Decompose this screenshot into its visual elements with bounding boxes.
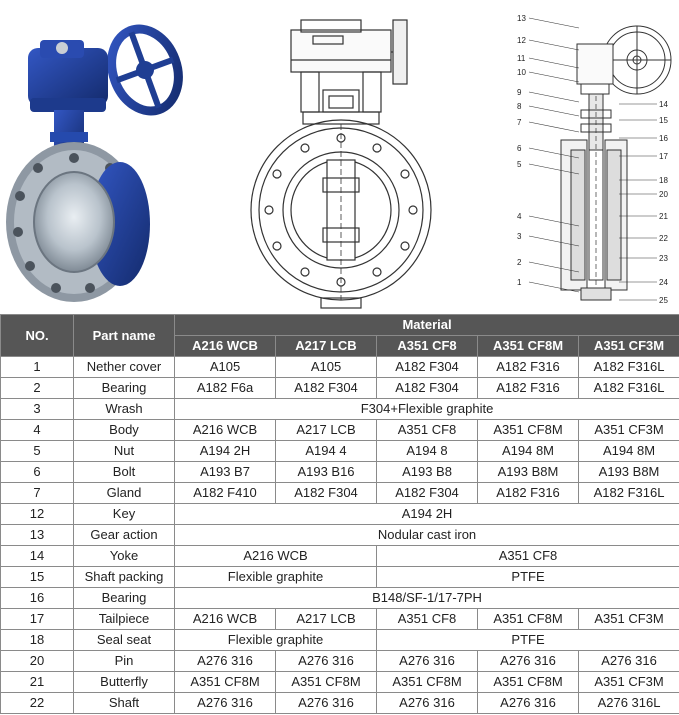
cell-material: A351 CF8M — [377, 672, 478, 693]
cell-material: A351 CF8M — [175, 672, 276, 693]
cell-material: A182 F316 — [478, 378, 579, 399]
table-row — [1, 609, 679, 630]
cell-part-name: Nut — [74, 441, 175, 462]
cell-material: A217 LCB — [276, 609, 377, 630]
callout-leader — [529, 122, 579, 132]
table-row — [1, 357, 679, 378]
callout-label: 20 — [659, 190, 668, 199]
table-row — [1, 651, 679, 672]
cell-no: 1 — [1, 357, 74, 378]
cell-part-name: Bearing — [74, 588, 175, 609]
table-row — [1, 441, 679, 462]
callout-label: 23 — [659, 254, 668, 263]
cell-material: A193 B8M — [579, 462, 679, 483]
cell-material: A351 CF8 — [377, 609, 478, 630]
cell-material: A194 8 — [377, 441, 478, 462]
callout-label: 16 — [659, 134, 668, 143]
callout-leader — [529, 58, 579, 68]
table-row — [1, 399, 679, 420]
callout-label: 11 — [517, 54, 526, 63]
cell-no: 7 — [1, 483, 74, 504]
cell-material: A182 F304 — [276, 483, 377, 504]
cell-material: A182 F316 — [478, 483, 579, 504]
callout-leader — [529, 72, 579, 82]
cell-no: 21 — [1, 672, 74, 693]
cell-part-name: Wrash — [74, 399, 175, 420]
cell-no: 6 — [1, 462, 74, 483]
callout-label: 24 — [659, 278, 668, 287]
cell-material: A194 8M — [579, 441, 679, 462]
cell-no: 18 — [1, 630, 74, 651]
section-drawing — [509, 0, 679, 313]
cell-material: A182 F304 — [377, 378, 478, 399]
table-row — [1, 630, 679, 651]
cell-material: A193 B16 — [276, 462, 377, 483]
cell-material: A276 316 — [377, 693, 478, 714]
table-row — [1, 504, 679, 525]
cell-material: A194 2H — [175, 504, 679, 525]
callout-label: 14 — [659, 100, 668, 109]
cell-part-name: Nether cover — [74, 357, 175, 378]
cell-no: 20 — [1, 651, 74, 672]
callout-label: 6 — [517, 144, 522, 153]
cell-part-name: Key — [74, 504, 175, 525]
table-row — [1, 693, 679, 714]
cell-no: 13 — [1, 525, 74, 546]
cell-material: Nodular cast iron — [175, 525, 679, 546]
callout-label: 1 — [517, 278, 522, 287]
cell-material: A351 CF8M — [478, 672, 579, 693]
cell-material: A276 316 — [175, 693, 276, 714]
front-view-drawing — [243, 0, 433, 313]
cell-no: 16 — [1, 588, 74, 609]
table-row — [1, 672, 679, 693]
header-grade: A351 CF8 — [377, 336, 478, 357]
cell-material: A276 316 — [579, 651, 679, 672]
cell-material: A351 CF3M — [579, 672, 679, 693]
table-row — [1, 378, 679, 399]
callout-label: 17 — [659, 152, 668, 161]
callout-leader — [529, 106, 579, 116]
cell-material: A182 F316L — [579, 483, 679, 504]
cell-material: Flexible graphite — [175, 567, 377, 588]
cell-material: A182 F316L — [579, 357, 679, 378]
cell-material: A182 F316L — [579, 378, 679, 399]
cell-part-name: Gland — [74, 483, 175, 504]
callout-label: 18 — [659, 176, 668, 185]
callout-label: 25 — [659, 296, 668, 305]
callout-label: 4 — [517, 212, 522, 221]
cell-material: PTFE — [377, 630, 679, 651]
cell-no: 15 — [1, 567, 74, 588]
cell-part-name: Shaft packing — [74, 567, 175, 588]
cell-material: A194 8M — [478, 441, 579, 462]
cell-part-name: Yoke — [74, 546, 175, 567]
cell-material: F304+Flexible graphite — [175, 399, 679, 420]
cell-part-name: Butterfly — [74, 672, 175, 693]
cell-material: A276 316 — [478, 651, 579, 672]
table-row — [1, 567, 679, 588]
cell-material: A182 F304 — [276, 378, 377, 399]
cell-material: A276 316L — [579, 693, 679, 714]
cell-part-name: Pin — [74, 651, 175, 672]
cell-material: A351 CF3M — [579, 420, 679, 441]
cell-material: A351 CF3M — [579, 609, 679, 630]
cell-material: A194 2H — [175, 441, 276, 462]
cell-material: A182 F410 — [175, 483, 276, 504]
header-grade: A216 WCB — [175, 336, 276, 357]
cell-material: A217 LCB — [276, 420, 377, 441]
callout-label: 7 — [517, 118, 522, 127]
header-part-name: Part name — [74, 315, 175, 357]
cell-material: A216 WCB — [175, 609, 276, 630]
cell-material: PTFE — [377, 567, 679, 588]
table-row — [1, 525, 679, 546]
table-row — [1, 420, 679, 441]
cell-material: A351 CF8 — [377, 546, 679, 567]
cell-part-name: Body — [74, 420, 175, 441]
cell-material: A193 B7 — [175, 462, 276, 483]
materials-table — [0, 314, 679, 714]
callout-label: 13 — [517, 14, 526, 23]
callout-leader — [529, 92, 579, 102]
product-figures — [0, 0, 679, 313]
cell-material: A193 B8M — [478, 462, 579, 483]
cell-material: A276 316 — [175, 651, 276, 672]
cell-part-name: Seal seat — [74, 630, 175, 651]
table-row — [1, 483, 679, 504]
cell-part-name: Gear action — [74, 525, 175, 546]
callout-label: 8 — [517, 102, 522, 111]
cell-no: 4 — [1, 420, 74, 441]
cell-no: 22 — [1, 693, 74, 714]
cell-material: A193 B8 — [377, 462, 478, 483]
cell-material: A351 CF8M — [478, 420, 579, 441]
cell-no: 3 — [1, 399, 74, 420]
cell-part-name: Bolt — [74, 462, 175, 483]
callout-leader — [529, 40, 579, 50]
callout-label: 22 — [659, 234, 668, 243]
cell-material: A351 CF8M — [276, 672, 377, 693]
cell-material: B148/SF-1/17-7PH — [175, 588, 679, 609]
cell-no: 2 — [1, 378, 74, 399]
table-body — [1, 357, 679, 714]
callout-label: 10 — [517, 68, 526, 77]
cell-material: Flexible graphite — [175, 630, 377, 651]
cell-material: A276 316 — [276, 693, 377, 714]
valve-photo — [0, 0, 200, 313]
table-row — [1, 588, 679, 609]
cell-material: A182 F304 — [377, 357, 478, 378]
cell-material: A351 CF8M — [478, 609, 579, 630]
cell-no: 17 — [1, 609, 74, 630]
callout-label: 15 — [659, 116, 668, 125]
callout-label: 5 — [517, 160, 522, 169]
cell-material: A194 4 — [276, 441, 377, 462]
callout-label: 2 — [517, 258, 522, 267]
cell-material: A276 316 — [377, 651, 478, 672]
cell-material: A105 — [175, 357, 276, 378]
header-grade: A351 CF3M — [579, 336, 679, 357]
cell-material: A105 — [276, 357, 377, 378]
callout-label: 9 — [517, 88, 522, 97]
table-row — [1, 546, 679, 567]
cell-material: A182 F316 — [478, 357, 579, 378]
callout-label: 12 — [517, 36, 526, 45]
cell-no: 12 — [1, 504, 74, 525]
cell-no: 14 — [1, 546, 74, 567]
cell-material: A276 316 — [276, 651, 377, 672]
callout-leader — [529, 18, 579, 28]
header-material: Material — [175, 315, 679, 336]
cell-material: A276 316 — [478, 693, 579, 714]
table-row — [1, 462, 679, 483]
cell-material: A216 WCB — [175, 546, 377, 567]
cell-material: A182 F304 — [377, 483, 478, 504]
header-grade: A351 CF8M — [478, 336, 579, 357]
cell-material: A182 F6a — [175, 378, 276, 399]
cell-no: 5 — [1, 441, 74, 462]
callout-label: 21 — [659, 212, 668, 221]
cell-material: A216 WCB — [175, 420, 276, 441]
callout-label: 3 — [517, 232, 522, 241]
header-grade: A217 LCB — [276, 336, 377, 357]
cell-part-name: Shaft — [74, 693, 175, 714]
header-no: NO. — [1, 315, 74, 357]
cell-part-name: Tailpiece — [74, 609, 175, 630]
cell-material: A351 CF8 — [377, 420, 478, 441]
cell-part-name: Bearing — [74, 378, 175, 399]
